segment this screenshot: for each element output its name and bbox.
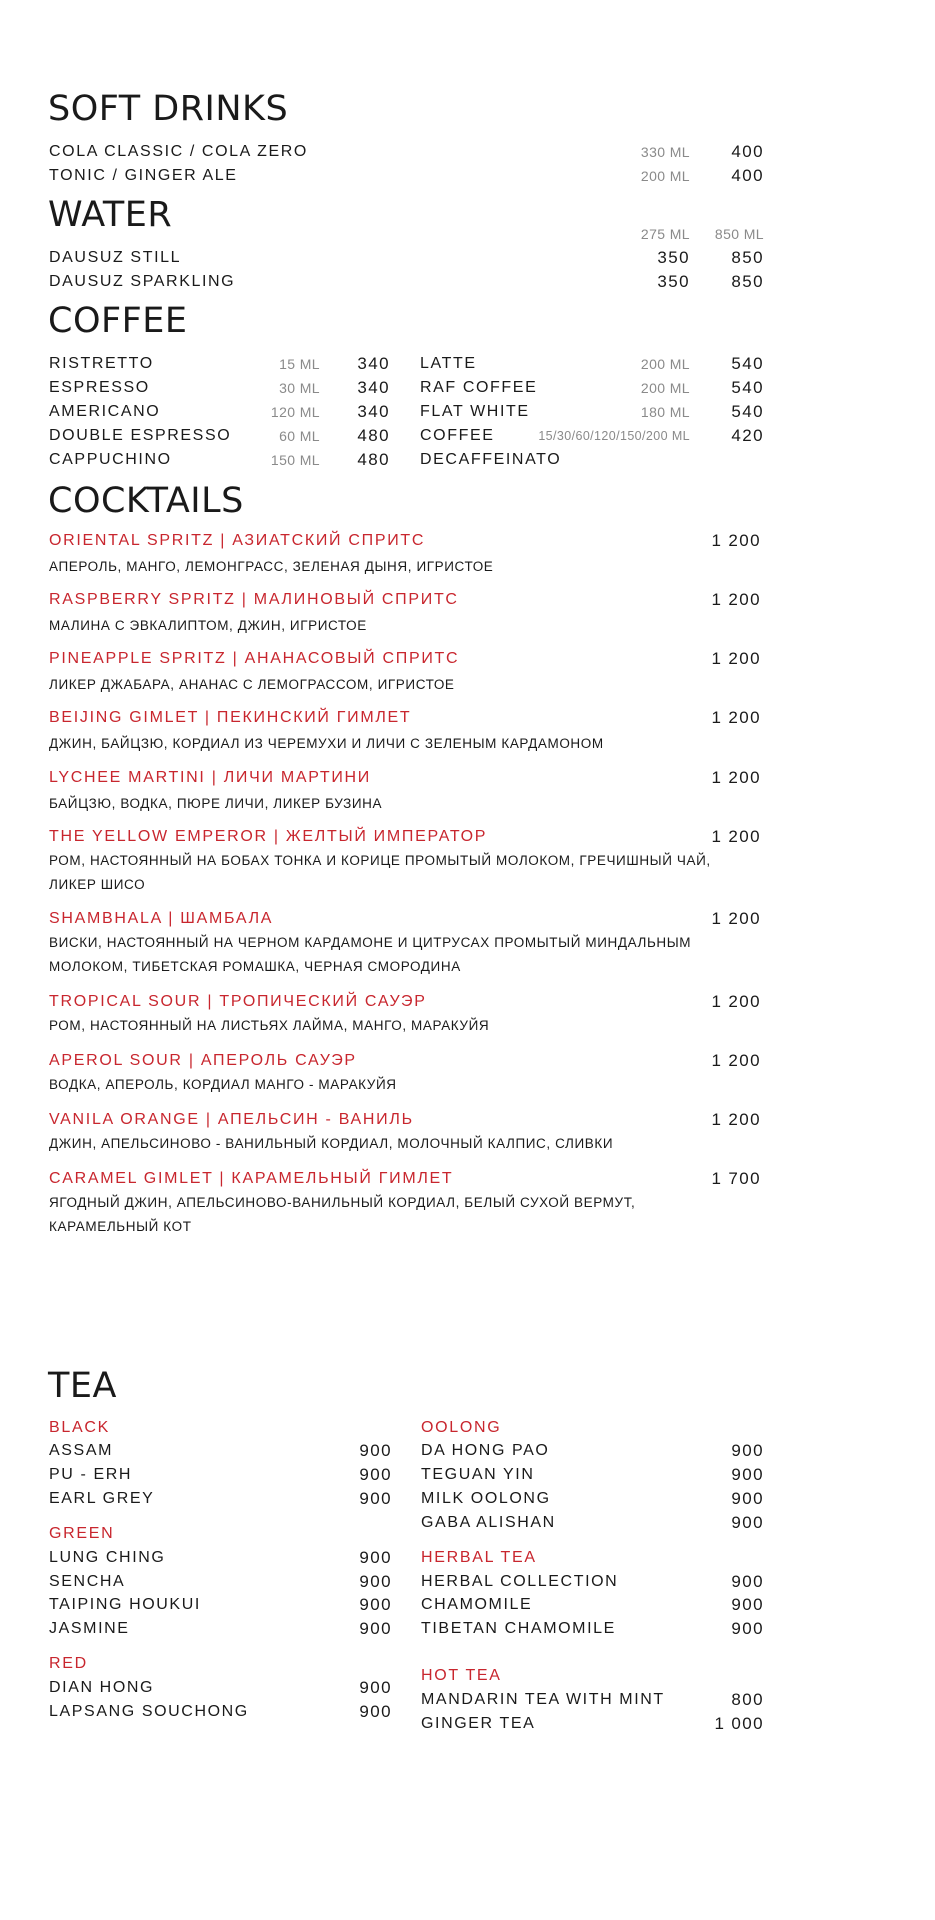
cocktail-price: 1 200 [711,649,761,668]
menu-item-price: 900 [731,1489,764,1508]
menu-item-name: MANDARIN TEA WITH MINT [421,1691,665,1708]
menu-item-volume: 60 ML [279,428,320,444]
cocktail-name: SHAMBHALA | ШАМБАЛА [49,910,274,927]
menu-item-volume: 15/30/60/120/150/200 ML [538,429,690,443]
menu-item-name: LAPSANG SOUCHONG [49,1703,249,1720]
menu-item-name: GABA ALISHAN [421,1514,556,1531]
cocktail-name: ORIENTAL SPRITZ | АЗИАТСКИЙ СПРИТС [49,532,426,549]
cocktail-price: 1 200 [711,1051,761,1070]
menu-item-name: LATTE [420,355,477,372]
menu-item-price: 1 000 [714,1714,764,1733]
menu-item-name: ASSAM [49,1442,114,1459]
menu-item-price: 900 [359,1572,392,1591]
menu-item-price: 900 [359,1489,392,1508]
cocktail-description: АПЕРОЛЬ, МАНГО, ЛЕМОНГРАСС, ЗЕЛЕНАЯ ДЫНЯ, ИГРИСТОЕ [49,559,494,574]
cocktail-price: 1 200 [711,768,761,787]
cocktail-item [49,1167,761,1239]
cocktail-description: РОМ, НАСТОЯННЫЙ НА ЛИСТЬЯХ ЛАЙМА, МАНГО, МАРАКУЙЯ [49,1018,490,1033]
cocktail-price: 1 200 [711,827,761,846]
menu-item-price: 900 [731,1572,764,1591]
menu-item-price: 900 [731,1513,764,1532]
cocktail-name: CARAMEL GIMLET | КАРАМЕЛЬНЫЙ ГИМЛЕТ [49,1170,454,1187]
menu-item-name: COLA CLASSIC / COLA ZERO [49,143,308,160]
menu-item-price: 800 [731,1690,764,1709]
menu-item-price: 900 [359,1441,392,1460]
water-title: WATER [48,195,173,235]
cocktail-item [49,588,761,638]
cocktail-description: МАЛИНА С ЭВКАЛИПТОМ, ДЖИН, ИГРИСТОЕ [49,618,367,633]
menu-item-price: 850 [731,272,764,291]
cocktail-price: 1 200 [711,909,761,928]
menu-item-price: 900 [359,1702,392,1721]
menu-item-volume: 15 ML [279,356,320,372]
menu-item-price: 400 [731,142,764,161]
cocktail-price: 1 200 [711,992,761,1011]
menu-item-volume: 120 ML [270,404,320,420]
tea-category-hot: HOT TEA [421,1667,502,1684]
cocktail-item [49,647,761,697]
cocktail-name: APEROL SOUR | АПЕРОЛЬ САУЭР [49,1052,357,1069]
menu-item-price: 480 [357,450,390,469]
water-volume-large: 850 ML [714,226,764,242]
menu-item-name: EARL GREY [49,1490,155,1507]
menu-item-name: DAUSUZ STILL [49,249,182,266]
menu-item-price: 900 [359,1619,392,1638]
menu-item-price: 340 [357,354,390,373]
menu-item-price: 850 [731,248,764,267]
cocktail-description: ВИСКИ, НАСТОЯННЫЙ НА ЧЕРНОМ КАРДАМОНЕ И ЦИТРУСАХ ПРОМЫТЫЙ МИНДАЛЬНЫМ МОЛОКОМ, ТИБЕТСКАЯ РОМАШКА, ЧЕРНАЯ СМОРОДИНА [49,935,692,974]
cocktail-description: РОМ, НАСТОЯННЫЙ НА БОБАХ ТОНКА И КОРИЦЕ ПРОМЫТЫЙ МОЛОКОМ, ГРЕЧИШНЫЙ ЧАЙ, ЛИКЕР ШИСО [49,853,711,892]
menu-item-name: TIBETAN CHAMOMILE [421,1620,616,1637]
menu-item-name: DAUSUZ SPARKLING [49,273,236,290]
cocktail-name: THE YELLOW EMPEROR | ЖЕЛТЫЙ ИМПЕРАТОР [49,828,488,845]
cocktail-description: ДЖИН, БАЙЦЗЮ, КОРДИАЛ ИЗ ЧЕРЕМУХИ И ЛИЧИ С ЗЕЛЕНЫМ КАРДАМОНОМ [49,736,604,751]
soft-drinks-title: SOFT DRINKS [48,89,289,129]
menu-item-name: GINGER TEA [421,1715,536,1732]
cocktail-item [49,706,761,756]
menu-item-name: RAF COFFEE [420,379,538,396]
menu-item-price: 900 [359,1465,392,1484]
cocktail-description: ЯГОДНЫЙ ДЖИН, АПЕЛЬСИНОВО-ВАНИЛЬНЫЙ КОРДИАЛ, БЕЛЫЙ СУХОЙ ВЕРМУТ, КАРАМЕЛЬНЫЙ КОТ [49,1195,636,1234]
cocktail-item [49,1049,761,1097]
menu-item-name: AMERICANO [49,403,161,420]
cocktail-description: ВОДКА, АПЕРОЛЬ, КОРДИАЛ МАНГО - МАРАКУЙЯ [49,1077,397,1092]
menu-item-name: SENCHA [49,1573,126,1590]
tea-category-red: RED [49,1655,88,1672]
menu-item-price: 900 [731,1441,764,1460]
menu-item-price: 420 [731,426,764,445]
cocktail-name: BEIJING GIMLET | ПЕКИНСКИЙ ГИМЛЕТ [49,709,412,726]
cocktail-price: 1 200 [711,590,761,609]
menu-item-volume: 330 ML [640,144,690,160]
menu-item-price: 900 [359,1548,392,1567]
cocktail-name: TROPICAL SOUR | ТРОПИЧЕСКИЙ САУЭР [49,993,427,1010]
cocktail-price: 1 200 [711,531,761,550]
cocktail-price: 1 700 [711,1169,761,1188]
cocktail-item [49,529,761,579]
menu-item-name: TEGUAN YIN [421,1466,535,1483]
cocktail-description: ДЖИН, АПЕЛЬСИНОВО - ВАНИЛЬНЫЙ КОРДИАЛ, МОЛОЧНЫЙ КАЛПИС, СЛИВКИ [49,1136,614,1151]
menu-item-price: 900 [359,1595,392,1614]
cocktail-item [49,825,761,897]
tea-category-green: GREEN [49,1525,115,1542]
cocktail-item [49,907,761,979]
menu-item-price: 350 [657,248,690,267]
menu-item-volume: 150 ML [270,452,320,468]
menu-item-price: 340 [357,402,390,421]
cocktail-name: VANILA ORANGE | АПЕЛЬСИН - ВАНИЛЬ [49,1111,414,1128]
cocktail-item [49,1108,761,1156]
menu-item-price: 350 [657,272,690,291]
menu-item-price: 900 [731,1465,764,1484]
cocktail-name: LYCHEE MARTINI | ЛИЧИ МАРТИНИ [49,769,372,786]
coffee-title: COFFEE [48,301,188,341]
menu-item-name: CAPPUCHINO [49,451,172,468]
cocktail-item [49,766,761,816]
menu-item-name: LUNG CHING [49,1549,166,1566]
menu-item-name: HERBAL COLLECTION [421,1573,619,1590]
menu-item-price: 900 [731,1619,764,1638]
cocktail-price: 1 200 [711,1110,761,1129]
menu-item-name: COFFEE [420,427,495,444]
menu-item-name: DECAFFEINATO [420,451,562,468]
cocktail-description: ЛИКЕР ДЖАБАРА, АНАНАС С ЛЕМОГРАССОМ, ИГРИСТОЕ [49,677,455,692]
cocktail-description: БАЙЦЗЮ, ВОДКА, ПЮРЕ ЛИЧИ, ЛИКЕР БУЗИНА [49,796,383,811]
menu-item-name: DOUBLE ESPRESSO [49,427,232,444]
menu-item-name: DIAN HONG [49,1679,155,1696]
tea-category-herbal: HERBAL TEA [421,1549,537,1566]
menu-item-price: 540 [731,378,764,397]
menu-item-volume: 200 ML [640,168,690,184]
menu-item-price: 340 [357,378,390,397]
menu-item-price: 900 [731,1595,764,1614]
menu-item-name: CHAMOMILE [421,1596,533,1613]
menu-item-price: 900 [359,1678,392,1697]
menu-item-volume: 30 ML [279,380,320,396]
cocktails-title: COCKTAILS [48,481,244,521]
tea-title: TEA [48,1366,117,1406]
menu-item-volume: 180 ML [640,404,690,420]
menu-item-name: TAIPING HOUKUI [49,1596,201,1613]
menu-item-name: MILK OOLONG [421,1490,551,1507]
menu-item-name: FLAT WHITE [420,403,530,420]
menu-item-name: ESPRESSO [49,379,150,396]
menu-item-volume: 200 ML [640,356,690,372]
tea-category-black: BLACK [49,1419,110,1436]
menu-item-price: 480 [357,426,390,445]
menu-item-name: TONIC / GINGER ALE [49,167,238,184]
cocktail-item [49,990,761,1038]
cocktail-price: 1 200 [711,708,761,727]
menu-item-price: 540 [731,402,764,421]
water-volume-small: 275 ML [640,226,690,242]
cocktail-name: PINEAPPLE SPRITZ | АНАНАСОВЫЙ СПРИТС [49,650,460,667]
menu-item-name: DA HONG PAO [421,1442,550,1459]
menu-item-volume: 200 ML [640,380,690,396]
tea-category-oolong: OOLONG [421,1419,502,1436]
menu-item-price: 540 [731,354,764,373]
cocktail-name: RASPBERRY SPRITZ | МАЛИНОВЫЙ СПРИТС [49,591,459,608]
menu-item-price: 400 [731,166,764,185]
menu-item-name: JASMINE [49,1620,130,1637]
menu-item-name: RISTRETTO [49,355,154,372]
menu-item-name: PU - ERH [49,1466,133,1483]
